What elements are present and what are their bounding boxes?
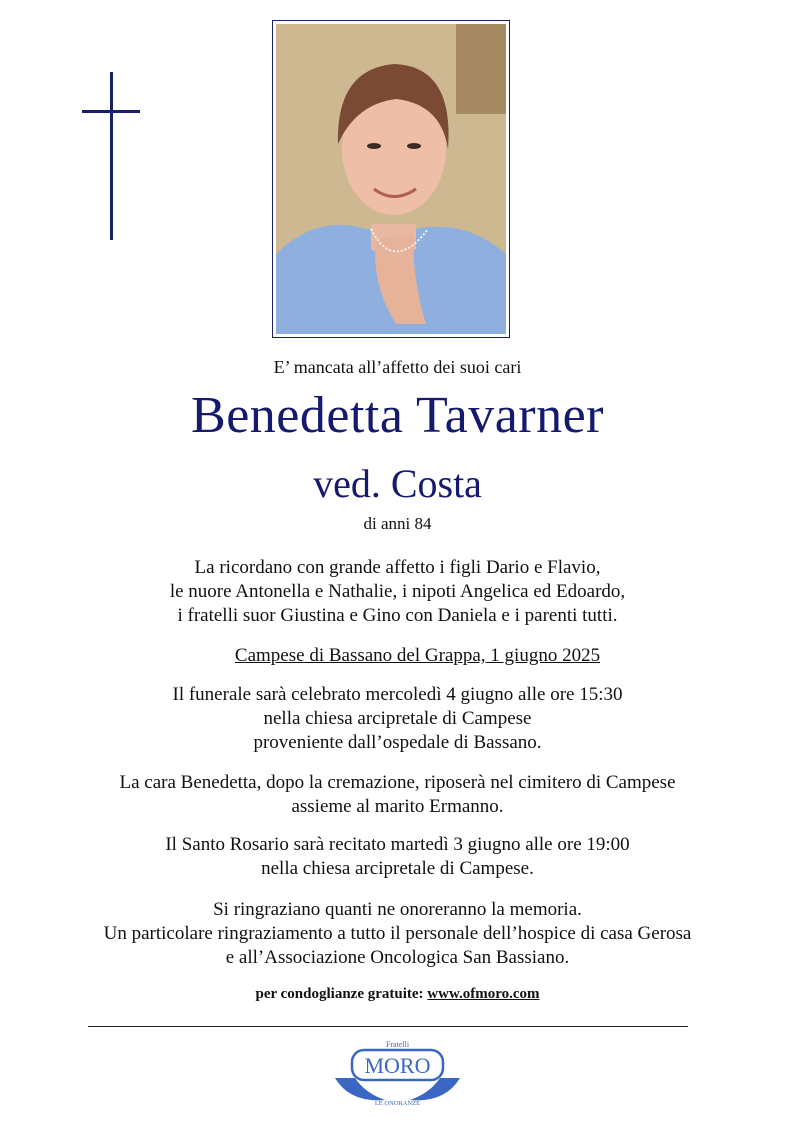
funeral-line: proveniente dall’ospedale di Bassano.	[253, 732, 542, 753]
thanks-line: Un particolare ringraziamento a tutto il personale dell’hospice di casa Gerosa	[103, 923, 692, 944]
burial-line: La cara Benedetta, dopo la cremazione, riposerà nel cimitero di Campese	[119, 772, 676, 793]
intro-text: E’ mancata all’affetto dei suoi cari	[273, 357, 522, 377]
cross-icon	[82, 72, 142, 240]
thanks-line: Si ringraziano quanti ne onoreranno la memoria.	[213, 899, 582, 920]
condolences-line	[0, 986, 795, 1003]
family-paragraph	[0, 556, 795, 628]
family-line: La ricordano con grande affetto i figli Dario e Flavio,	[194, 557, 601, 578]
funeral-line: Il funerale sarà celebrato mercoledì 4 giugno alle ore 15:30	[172, 684, 623, 705]
age-text: di anni 84	[363, 514, 432, 533]
rosary-line: nella chiesa arcipretale di Campese.	[261, 858, 534, 879]
logo-bottom-text: LE ONORANZE	[374, 1100, 421, 1107]
portrait-photo	[272, 20, 510, 338]
condolences-link[interactable]: www.ofmoro.com	[427, 986, 540, 1002]
logo-top-text: Fratelli	[385, 1040, 410, 1049]
rosary-line: Il Santo Rosario sarà recitato martedì 3 giugno alle ore 19:00	[165, 834, 630, 855]
funeral-home-logo	[330, 1038, 465, 1108]
burial-line: assieme al marito Ermanno.	[291, 796, 504, 817]
logo-main-text: MORO	[364, 1053, 431, 1078]
funeral-paragraph	[0, 683, 795, 755]
rosary-paragraph	[0, 833, 795, 881]
thanks-line: e all’Associazione Oncologica San Bassiano.	[225, 947, 570, 968]
deceased-name: Benedetta Tavarner	[191, 387, 604, 444]
place-date: Campese di Bassano del Grappa, 1 giugno 2025	[234, 645, 601, 666]
family-line: le nuore Antonella e Nathalie, i nipoti Angelica ed Edoardo,	[169, 581, 626, 602]
family-line: i fratelli suor Giustina e Gino con Daniela e i parenti tutti.	[177, 605, 618, 626]
burial-paragraph	[0, 771, 795, 819]
condolences-label: per condoglianze gratuite:	[255, 986, 424, 1002]
deceased-subname: ved. Costa	[313, 461, 482, 506]
portrait-image	[276, 24, 506, 334]
divider	[88, 1026, 688, 1027]
thanks-paragraph	[0, 898, 795, 970]
funeral-line: nella chiesa arcipretale di Campese	[263, 708, 532, 729]
